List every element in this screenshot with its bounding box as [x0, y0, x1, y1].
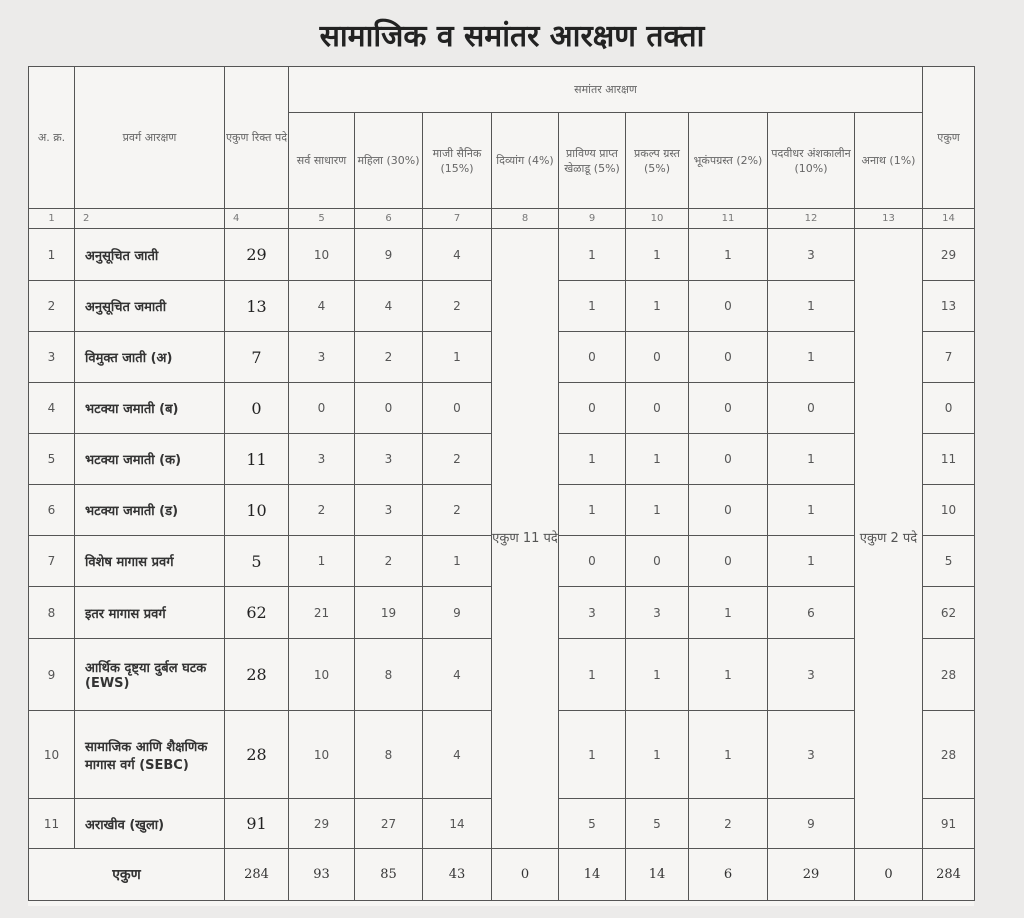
row-general: 29	[289, 799, 355, 849]
row-quake: 0	[689, 281, 768, 332]
totals-exservice: 43	[423, 849, 492, 901]
row-total: 11	[923, 434, 975, 485]
row-vacancies: 0	[225, 383, 289, 434]
row-project: 1	[626, 639, 689, 711]
disabled-merged-cell: एकुण 11 पदे	[492, 229, 559, 849]
totals-disabled: 0	[492, 849, 559, 901]
row-women: 3	[355, 485, 423, 536]
totals-sports: 14	[559, 849, 626, 901]
col-number: 8	[492, 209, 559, 229]
row-total: 13	[923, 281, 975, 332]
row-sr: 7	[29, 536, 75, 587]
row-quake: 0	[689, 434, 768, 485]
row-category: भटक्या जमाती (ड)	[75, 485, 225, 536]
col-number: 12	[768, 209, 855, 229]
row-sports: 5	[559, 799, 626, 849]
header-exservice: माजी सैनिक (15%)	[423, 113, 492, 209]
row-sports: 0	[559, 332, 626, 383]
row-category: आर्थिक दृष्ट्या दुर्बल घटक (EWS)	[75, 639, 225, 711]
orphan-merged-cell: एकुण 2 पदे	[855, 229, 923, 849]
row-project: 1	[626, 711, 689, 799]
totals-quake: 6	[689, 849, 768, 901]
column-number-row	[29, 209, 975, 229]
col-number: 10	[626, 209, 689, 229]
col-number: 14	[923, 209, 975, 229]
col-number: 1	[29, 209, 75, 229]
row-exservice: 14	[423, 799, 492, 849]
row-parttime: 1	[768, 485, 855, 536]
row-sr: 3	[29, 332, 75, 383]
header-total: एकुण	[923, 67, 975, 209]
row-sports: 0	[559, 536, 626, 587]
row-quake: 1	[689, 229, 768, 281]
col-number: 13	[855, 209, 923, 229]
row-parttime: 3	[768, 711, 855, 799]
row-exservice: 4	[423, 229, 492, 281]
row-sports: 0	[559, 383, 626, 434]
row-total: 28	[923, 711, 975, 799]
row-project: 3	[626, 587, 689, 639]
totals-row	[29, 849, 975, 901]
header-row-1	[29, 67, 975, 113]
row-quake: 0	[689, 536, 768, 587]
row-women: 8	[355, 639, 423, 711]
row-women: 4	[355, 281, 423, 332]
row-women: 19	[355, 587, 423, 639]
row-total: 29	[923, 229, 975, 281]
row-total: 10	[923, 485, 975, 536]
row-category: अराखीव (खुला)	[75, 799, 225, 849]
row-project: 0	[626, 332, 689, 383]
header-general: सर्व साधारण	[289, 113, 355, 209]
reservation-table	[28, 66, 975, 901]
row-quake: 1	[689, 639, 768, 711]
row-vacancies: 29	[225, 229, 289, 281]
row-vacancies: 28	[225, 711, 289, 799]
row-women: 27	[355, 799, 423, 849]
totals-total: 284	[923, 849, 975, 901]
row-women: 2	[355, 332, 423, 383]
row-sr: 10	[29, 711, 75, 799]
row-total: 28	[923, 639, 975, 711]
row-vacancies: 10	[225, 485, 289, 536]
totals-general: 93	[289, 849, 355, 901]
row-parttime: 3	[768, 229, 855, 281]
row-sr: 11	[29, 799, 75, 849]
row-project: 1	[626, 281, 689, 332]
row-sports: 1	[559, 229, 626, 281]
row-sr: 4	[29, 383, 75, 434]
header-orphan: अनाथ (1%)	[855, 113, 923, 209]
row-sports: 1	[559, 281, 626, 332]
row-quake: 0	[689, 332, 768, 383]
row-general: 21	[289, 587, 355, 639]
row-quake: 0	[689, 383, 768, 434]
row-general: 2	[289, 485, 355, 536]
row-exservice: 1	[423, 332, 492, 383]
header-vacancies: एकुण रिक्त पदे	[225, 67, 289, 209]
row-vacancies: 5	[225, 536, 289, 587]
totals-label: एकुण	[29, 849, 225, 901]
col-number: 6	[355, 209, 423, 229]
row-general: 1	[289, 536, 355, 587]
row-exservice: 4	[423, 639, 492, 711]
row-women: 8	[355, 711, 423, 799]
col-number: 11	[689, 209, 768, 229]
row-parttime: 0	[768, 383, 855, 434]
row-category: अनुसूचित जमाती	[75, 281, 225, 332]
row-project: 0	[626, 536, 689, 587]
header-women: महिला (30%)	[355, 113, 423, 209]
totals-parttime: 29	[768, 849, 855, 901]
row-parttime: 1	[768, 536, 855, 587]
header-graduate-parttime: पदवीधर अंशकालीन (10%)	[768, 113, 855, 209]
row-project: 0	[626, 383, 689, 434]
row-general: 3	[289, 434, 355, 485]
row-vacancies: 11	[225, 434, 289, 485]
row-sports: 3	[559, 587, 626, 639]
row-general: 0	[289, 383, 355, 434]
header-sports: प्राविण्य प्राप्त खेळाडू (5%)	[559, 113, 626, 209]
col-number: 7	[423, 209, 492, 229]
row-sports: 1	[559, 434, 626, 485]
page-title: सामाजिक व समांतर आरक्षण तक्ता	[319, 19, 705, 54]
row-project: 1	[626, 434, 689, 485]
header-disabled: दिव्यांग (4%)	[492, 113, 559, 209]
row-sports: 1	[559, 485, 626, 536]
row-vacancies: 62	[225, 587, 289, 639]
row-total: 62	[923, 587, 975, 639]
row-category: भटक्या जमाती (ब)	[75, 383, 225, 434]
row-general: 3	[289, 332, 355, 383]
row-women: 9	[355, 229, 423, 281]
header-category: प्रवर्ग आरक्षण	[75, 67, 225, 209]
col-number: 4	[225, 209, 289, 229]
row-category: इतर मागास प्रवर्ग	[75, 587, 225, 639]
row-parttime: 3	[768, 639, 855, 711]
header-parallel-reservation: समांतर आरक्षण	[289, 67, 923, 113]
row-exservice: 0	[423, 383, 492, 434]
row-category: विमुक्त जाती (अ)	[75, 332, 225, 383]
row-category: विशेष मागास प्रवर्ग	[75, 536, 225, 587]
header-project-affected: प्रकल्प ग्रस्त (5%)	[626, 113, 689, 209]
row-project: 1	[626, 485, 689, 536]
row-women: 0	[355, 383, 423, 434]
row-sr: 1	[29, 229, 75, 281]
totals-project: 14	[626, 849, 689, 901]
row-vacancies: 28	[225, 639, 289, 711]
row-women: 3	[355, 434, 423, 485]
row-quake: 2	[689, 799, 768, 849]
row-sr: 8	[29, 587, 75, 639]
row-sr: 5	[29, 434, 75, 485]
row-exservice: 1	[423, 536, 492, 587]
row-parttime: 6	[768, 587, 855, 639]
row-category: सामाजिक आणि शैक्षणिक मागास वर्ग (SEBC)	[75, 711, 225, 799]
table-row	[29, 229, 975, 281]
row-parttime: 9	[768, 799, 855, 849]
totals-women: 85	[355, 849, 423, 901]
row-exservice: 2	[423, 281, 492, 332]
row-exservice: 2	[423, 485, 492, 536]
row-general: 10	[289, 229, 355, 281]
totals-vacancies: 284	[225, 849, 289, 901]
row-women: 2	[355, 536, 423, 587]
row-exservice: 4	[423, 711, 492, 799]
row-project: 1	[626, 229, 689, 281]
row-parttime: 1	[768, 281, 855, 332]
row-vacancies: 91	[225, 799, 289, 849]
row-total: 0	[923, 383, 975, 434]
row-vacancies: 13	[225, 281, 289, 332]
row-sr: 2	[29, 281, 75, 332]
col-number: 9	[559, 209, 626, 229]
header-earthquake-affected: भूकंपग्रस्त (2%)	[689, 113, 768, 209]
row-quake: 0	[689, 485, 768, 536]
row-total: 5	[923, 536, 975, 587]
header-sr: अ. क्र.	[29, 67, 75, 209]
row-quake: 1	[689, 711, 768, 799]
row-category: भटक्या जमाती (क)	[75, 434, 225, 485]
row-quake: 1	[689, 587, 768, 639]
row-sports: 1	[559, 711, 626, 799]
row-category: अनुसूचित जाती	[75, 229, 225, 281]
row-sports: 1	[559, 639, 626, 711]
row-total: 7	[923, 332, 975, 383]
row-exservice: 2	[423, 434, 492, 485]
row-general: 10	[289, 711, 355, 799]
row-exservice: 9	[423, 587, 492, 639]
row-project: 5	[626, 799, 689, 849]
row-general: 10	[289, 639, 355, 711]
col-number: 5	[289, 209, 355, 229]
row-parttime: 1	[768, 332, 855, 383]
col-number: 2	[75, 209, 225, 229]
row-parttime: 1	[768, 434, 855, 485]
row-total: 91	[923, 799, 975, 849]
row-general: 4	[289, 281, 355, 332]
totals-orphan: 0	[855, 849, 923, 901]
row-vacancies: 7	[225, 332, 289, 383]
row-sr: 9	[29, 639, 75, 711]
row-sr: 6	[29, 485, 75, 536]
